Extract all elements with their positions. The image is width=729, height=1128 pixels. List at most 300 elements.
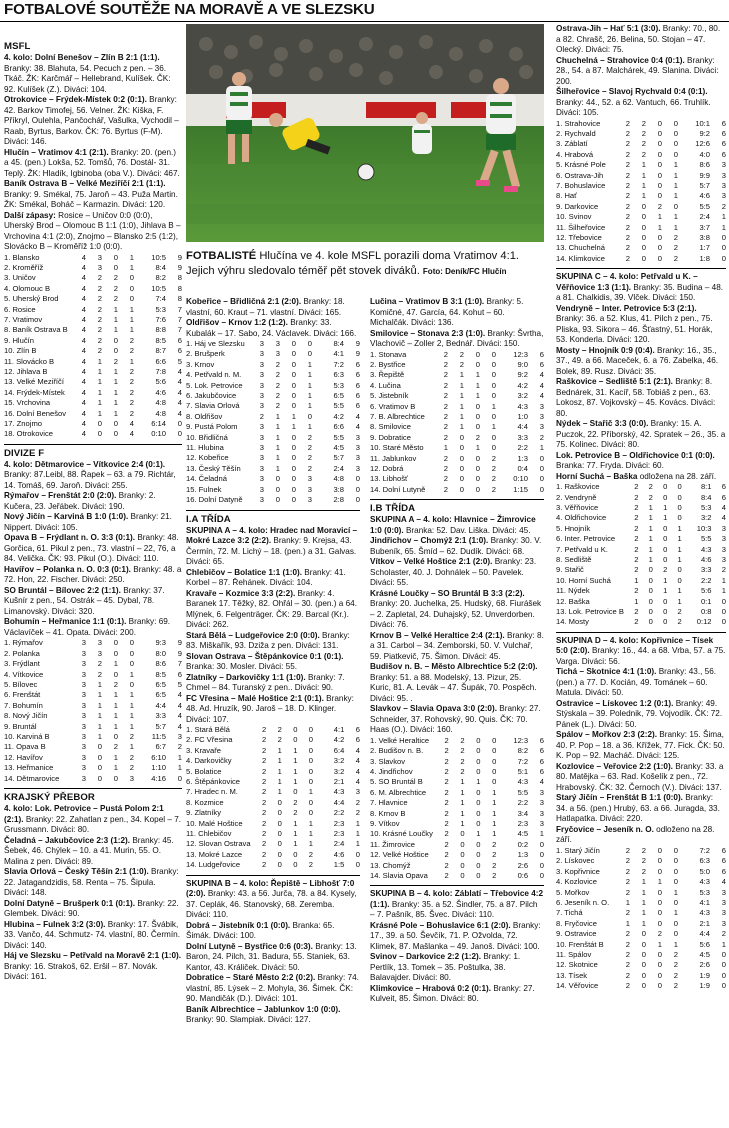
page-title: FOTBALOVÉ SOUTĚŽE NA MORAVĚ A VE SLEZSKU [4,1,375,18]
match-result: Baník Albrechtice – Jablunkov 1:0 (0:0). [186,1004,341,1014]
stat-cell: 1 [673,908,678,918]
standings-row [4,263,182,273]
standings-table [186,339,360,506]
points-cell: 6 [539,756,544,766]
stat-cell: 0 [673,201,678,211]
photo-caption [186,249,544,279]
stat-cell: 1 [293,766,298,776]
standings-row [556,212,726,222]
points-cell: 3 [355,463,360,473]
stat-cell: 3 [259,484,264,494]
score-cell: 4:2 [333,411,344,421]
stat-cell: 0 [291,370,296,380]
points-cell: 0 [355,849,360,859]
points-cell: 1 [355,829,360,839]
standings-row [556,940,726,950]
match-result: SKUPINA A – 4. kolo: Hlavnice – Žimrovice 1:0 (0:0). [370,515,536,535]
result-paragraph [186,921,360,942]
stat-cell: 0 [460,870,465,880]
result-paragraph [4,460,182,492]
stat-cell: 2 [97,669,102,679]
points-cell: 4 [355,411,360,421]
stat-cell: 1 [634,596,639,606]
stat-cell: 2 [261,849,267,859]
standings-row [186,485,360,495]
score-cell: 4:3 [699,877,710,887]
match-result: Jindřichov – Chomýž 2:1 (1:0). [370,536,489,546]
standings-row [186,798,360,808]
stat-cell: 0 [291,339,296,348]
match-result: Nýdek – Stařič 3:3 (0:0). [556,419,649,429]
stat-cell: 2 [648,482,653,492]
score-cell: 4:3 [699,908,710,918]
standings-row [4,357,182,367]
score-cell: 0:2 [517,839,529,849]
result-paragraph [186,673,360,694]
result-paragraph [4,179,182,211]
stat-cell: 0 [291,484,296,494]
standings-row [556,576,726,586]
stat-cell: 0 [491,411,496,421]
stat-cell: 2 [443,391,448,401]
stat-cell: 0 [476,839,481,849]
stat-cell: 0 [677,492,682,502]
standings-row [556,960,726,970]
score-cell: 4:5 [333,443,344,453]
stat-cell: 2 [97,335,102,345]
team-name: 14. Frýdek-Místek [4,387,65,397]
standings-row [370,829,544,839]
stat-cell: 2 [625,212,630,222]
points-cell: 1 [355,839,360,849]
standings-row [556,181,726,191]
stat-cell: 2 [129,377,134,387]
stat-cell: 2 [307,432,312,442]
stat-cell: 0 [673,149,678,159]
stat-cell: 1 [113,700,118,710]
standings-row [4,419,182,429]
points-cell: 0 [539,474,544,484]
stat-cell: 0 [677,503,682,512]
stat-cell: 1 [673,887,678,897]
stat-cell: 3 [259,349,264,359]
stat-cell: 1 [97,366,102,376]
team-name: 6. Vratimov B [370,401,416,411]
stat-cell: 3 [81,669,86,679]
match-result: Raškovice – Sedliště 5:1 (2:1). [556,377,673,387]
team-name: 8. Kozmice [186,797,224,807]
stat-cell: 0 [491,443,496,453]
stat-cell: 0 [459,443,464,453]
stat-cell: 0 [308,808,314,818]
match-details: odložena na 28. září. [637,471,717,481]
stat-cell: 2 [129,398,134,408]
points-cell: 0 [721,232,726,242]
result-paragraph [370,984,544,1005]
team-name: 6. Ostrava-Jih [556,170,604,180]
stat-cell: 2 [634,617,639,627]
stat-cell: 1 [492,787,497,797]
points-cell: 3 [355,432,360,442]
score-cell: 6:3 [333,370,344,380]
team-name: 1. Háj ve Slezsku [186,339,245,348]
result-paragraph [186,589,360,631]
score-cell: 3:2 [517,391,528,401]
score-cell: 1:5 [333,860,345,870]
stat-cell: 2 [625,887,630,897]
standings-row [556,223,726,233]
section-rule [370,499,544,500]
match-result: Čeladná – Jakubčovice 2:3 (1:2). [4,835,131,845]
stat-cell: 3 [275,349,280,359]
standings-row [556,534,726,544]
result-paragraph [4,533,182,565]
stat-cell: 1 [625,897,630,907]
standings-row [556,482,726,492]
stat-cell: 1 [634,575,639,585]
stat-cell: 2 [113,356,118,366]
stat-cell: 2 [634,482,639,492]
stat-cell: 4 [81,356,86,366]
score-cell: 2:4 [333,839,345,849]
stat-cell: 0 [475,453,480,463]
stat-cell: 2 [129,366,134,376]
stat-cell: 0 [673,845,678,855]
score-cell: 5:0 [699,866,710,876]
stat-cell: 2 [443,484,448,494]
page-header [0,0,729,22]
match-details: Branky: 9. Smékal, 75. Jaroň – 43. Puža Martin. ŽK: Smékal, Boháč – Karmazin. Diváci: 120. [4,189,178,209]
match-result: Rýmařov – Frenštát 2:0 (2:0). [4,491,117,501]
match-result: Starý Jičín – Frenštát B 1:1 (0:0). [556,793,683,803]
team-name: 4. Oldřichovice [556,513,607,523]
match-result: Krnov B – Velké Heraltice 2:4 (2:1). [370,630,505,640]
match-details: Branky: 44., 52. a 62. Vantuch, 66. Truhlík. Diváci: 105. [556,97,711,117]
team-name: 9. Ostravice [556,929,597,939]
stat-cell: 1 [275,422,280,432]
column-3 [370,297,544,1127]
stat-cell: 2 [444,818,449,828]
stat-cell: 2 [634,523,639,533]
stat-cell: 0 [657,887,662,897]
team-name: 12. Velké Hoštice [370,850,429,860]
score-cell: 4:8 [155,398,166,408]
stat-cell: 0 [657,118,662,128]
points-cell: 6 [539,359,544,369]
stat-cell: 0 [657,191,662,201]
score-cell: 5:3 [155,304,166,314]
result-paragraph [4,491,182,512]
points-cell: 3 [721,897,726,907]
stat-cell: 2 [677,617,682,627]
points-cell: 0 [177,773,182,783]
match-result: Háj ve Slezsku – Petřvald na Moravě 2:1 (1:0). [4,951,182,960]
points-cell: 8 [177,273,182,283]
stat-cell: 4 [81,335,86,345]
section-heading: MSFL [4,41,31,52]
stat-cell: 3 [81,638,86,648]
score-cell: 4:5 [699,949,710,959]
team-name: 10. Horní Suchá [556,575,611,585]
score-cell: 4:6 [333,849,345,859]
stat-cell: 1 [476,829,481,839]
points-cell: 9 [355,349,360,359]
stat-cell: 3 [307,484,312,494]
team-name: 7. B. Albrechtice [370,411,425,421]
stat-cell: 1 [460,777,465,787]
match-details: Branky: 18. vlastní, 60. Kraut – 71. vlastní. Diváci: 165. [186,297,345,317]
standings-row [556,898,726,908]
match-details: Branky: 16., 44. a 68. Vrba, 57. a 75. Varga. Diváci: 56. [556,646,726,666]
stat-cell: 2 [657,201,662,211]
standings-row [370,474,544,484]
standings-row [370,485,544,495]
stat-cell: 2 [275,401,280,411]
stat-cell: 0 [277,797,282,807]
stat-cell: 0 [475,411,480,421]
stat-cell: 1 [97,721,102,731]
score-cell: 8:1 [700,482,712,492]
stat-cell: 1 [641,160,646,170]
stat-cell: 0 [491,359,496,369]
stat-cell: 0 [291,495,296,505]
stat-cell: 0 [641,929,646,939]
score-cell: 4:1 [333,349,344,359]
stat-cell: 0 [641,960,646,970]
stat-cell: 2 [625,128,630,138]
points-cell: 3 [721,170,726,180]
result-paragraph [556,272,726,304]
team-name: 11. Žimrovice [370,839,416,849]
stat-cell: 1 [641,887,646,897]
stat-cell: 0 [129,648,134,658]
team-name: 1. Velké Heraltice [370,735,430,745]
stat-cell: 1 [641,170,646,180]
result-paragraph [370,557,544,589]
match-details: Branky: 22. Jatagandzidis, 58. Renta – 75. Šipula. Diváci: 148. [4,867,179,897]
match-result: Hlučín – Vratimov 4:1 (2:1). [4,147,109,157]
score-cell: 5:3 [333,380,344,390]
points-cell: 0 [355,484,360,494]
standings-row [4,409,182,419]
team-name: 12. Jihlava B [4,366,48,376]
stat-cell: 3 [97,252,102,262]
stat-cell: 0 [476,756,481,766]
points-cell: 4 [177,690,182,700]
points-cell: 0 [539,453,544,463]
standings-row [556,139,726,149]
points-cell: 4 [721,513,726,523]
points-cell: 0 [721,981,726,991]
team-name: 16. Dolní Benešov [4,408,67,418]
score-cell: 3:4 [517,808,529,818]
points-cell: 4 [539,380,544,390]
standings-row [556,191,726,201]
stat-cell: 0 [476,808,481,818]
stat-cell: 0 [129,273,134,283]
stat-cell: 1 [113,398,118,408]
standings-row [556,950,726,960]
team-name: 1. Rýmařov [4,638,43,648]
match-result: Zlatníky – Darkovičky 1:1 (1:0). [186,672,306,682]
stat-cell: 2 [307,443,312,453]
standings-row [4,336,182,346]
team-name: 9. Hlučín [4,335,34,345]
team-name: 10. Staré Město [370,443,424,453]
match-result: Chlebičov – Bolatice 1:1 (1:0). [186,567,303,577]
team-name: 6. Jakubčovice [186,391,237,401]
score-cell: 6:6 [333,422,344,432]
match-result: Klimkovice – Hrabová 0:2 (0:1). [370,983,492,993]
points-cell: 3 [721,191,726,201]
points-cell: 6 [721,845,726,855]
stat-cell: 2 [491,463,496,473]
stat-cell: 1 [97,387,102,397]
stat-cell: 1 [641,180,646,190]
stat-cell: 3 [129,773,134,783]
stat-cell: 2 [625,856,630,866]
standings-row [4,774,182,784]
score-cell: 10:5 [151,252,166,262]
standings-row [370,360,544,370]
match-details: Branka: 52. Dav. Liška. Diváci: 45. [403,525,531,535]
standings-row [556,513,726,523]
standings-row [370,443,544,453]
match-result: Dobrá – Jistebník 0:1 (0:0). [186,920,291,930]
stat-cell: 2 [443,453,448,463]
stat-cell: 2 [97,659,102,669]
standings-row [556,919,726,929]
stat-cell: 1 [113,366,118,376]
stat-cell: 2 [657,929,662,939]
points-cell: 7 [177,659,182,669]
stat-cell: 0 [113,419,118,428]
points-cell: 0 [539,484,544,494]
score-cell: 5:1 [517,766,529,776]
team-name: 1. Strahovice [556,118,601,128]
stat-cell: 1 [275,411,280,421]
stat-cell: 2 [460,756,465,766]
stat-cell: 1 [648,523,653,533]
stat-cell: 1 [113,408,118,418]
stat-cell: 1 [657,939,662,949]
team-name: 15. Fulnek [186,484,222,494]
team-name: 12. Třebovice [556,232,602,242]
match-details: Branky: 2. Kučera, 23. Jeřábek. Diváci: 190. [4,491,156,511]
stat-cell: 2 [261,725,267,734]
stat-cell: 0 [113,648,118,658]
stat-cell: 2 [641,118,646,128]
score-cell: 1:8 [699,253,710,263]
stat-cell: 0 [460,850,465,860]
points-cell: 9 [355,339,360,348]
match-details: Branky: 15. A. Puczok, 22. Příborský, 42. Spratek – 26., 35. a 75. Kolinec. Diváci: 80. [556,419,726,450]
stat-cell: 1 [648,555,653,565]
standings-row [186,767,360,777]
points-cell: 6 [721,492,726,502]
team-name: 14. Ludgeřovice [186,860,241,870]
team-name: 9. Dobratice [370,432,411,442]
stat-cell: 3 [259,443,264,453]
stat-cell: 0 [673,877,678,887]
match-result: Další zápasy: [4,210,56,220]
stat-cell: 2 [275,359,280,369]
stat-cell: 2 [443,463,448,473]
points-cell: 0 [539,870,544,880]
team-name: 16. Dolní Datyně [186,495,243,505]
stat-cell: 4 [81,273,86,283]
standings-row [186,829,360,839]
stat-cell: 1 [113,659,118,669]
score-cell: 0:10 [513,474,528,484]
team-name: 14. Klimkovice [556,253,605,263]
stat-cell: 1 [97,679,102,689]
stat-cell: 3 [259,432,264,442]
stat-cell: 0 [129,679,134,689]
stat-cell: 0 [677,513,682,523]
stat-cell: 2 [492,850,497,860]
match-result: Ostravice – Lískovec 1:2 (0:1). [556,698,674,708]
team-name: 10. Malé Hoštice [186,818,243,828]
points-cell: 1 [721,575,726,585]
score-cell: 3:8 [699,232,710,242]
match-details: Branky: 16., 35., 37., 49. a 66. Maceček, 6. a 76. Zabelka, 46. Bolek, 89. Rusz. Diváci: 35. [556,345,719,376]
standings-row [370,736,544,746]
stat-cell: 0 [459,453,464,463]
stat-cell: 2 [641,149,646,159]
stat-cell: 0 [129,283,134,293]
stat-cell: 2 [625,201,630,211]
stat-cell: 1 [293,777,298,787]
match-details: Branky: 87.Leibl, 88. Řapek – 63. a 79. Richtár, 14. Tomáš, 69. Jaroň. Diváci: 255. [4,470,176,490]
score-cell: 5:7 [155,721,166,731]
stat-cell: 3 [81,731,86,741]
points-cell: 4 [355,756,360,766]
team-name: 10. Břidličná [186,432,228,442]
team-name: 8. Fryčovice [556,918,597,928]
standings-row [186,381,360,391]
stat-cell: 2 [444,766,449,776]
stat-cell: 2 [113,294,118,304]
stat-cell: 0 [277,839,282,849]
match-details: Rosice – Uničov 0:0 (0:0), Uherský Brod – Olomouc B 1:1 (1:0), Jihlava B – Vrchovina 4:1 (2:0), Znojmo – Blansko 2:5 (1:2), Slovácko B – Kroměříž 1:0 (0:0). [4,210,181,251]
stat-cell: 2 [444,850,449,860]
stat-cell: 1 [677,523,682,533]
score-cell: 4:2 [333,735,345,745]
stat-cell: 2 [444,839,449,849]
stat-cell: 1 [275,432,280,442]
stat-cell: 0 [492,746,497,756]
team-name: 8. Krnov B [370,808,406,818]
match-details: Branky: Švrtha, Vlachovič – Zoller 2, Bednář. Diváci: 150. [370,328,544,348]
stat-cell: 1 [641,908,646,918]
standings-row [370,798,544,808]
score-cell: 3:2 [333,756,345,766]
stat-cell: 4 [81,294,86,304]
stat-cell: 0 [657,253,662,263]
stat-cell: 2 [625,180,630,190]
points-cell: 2 [721,565,726,575]
stat-cell: 1 [677,534,682,544]
score-cell: 2:2 [700,575,712,585]
stat-cell: 0 [291,380,296,390]
stat-cell: 0 [291,349,296,359]
team-name: 2. Polanka [4,648,40,658]
stat-cell: 1 [307,391,312,401]
score-cell: 12:3 [513,349,528,359]
result-paragraph [186,973,360,1005]
score-cell: 7:2 [517,756,529,766]
